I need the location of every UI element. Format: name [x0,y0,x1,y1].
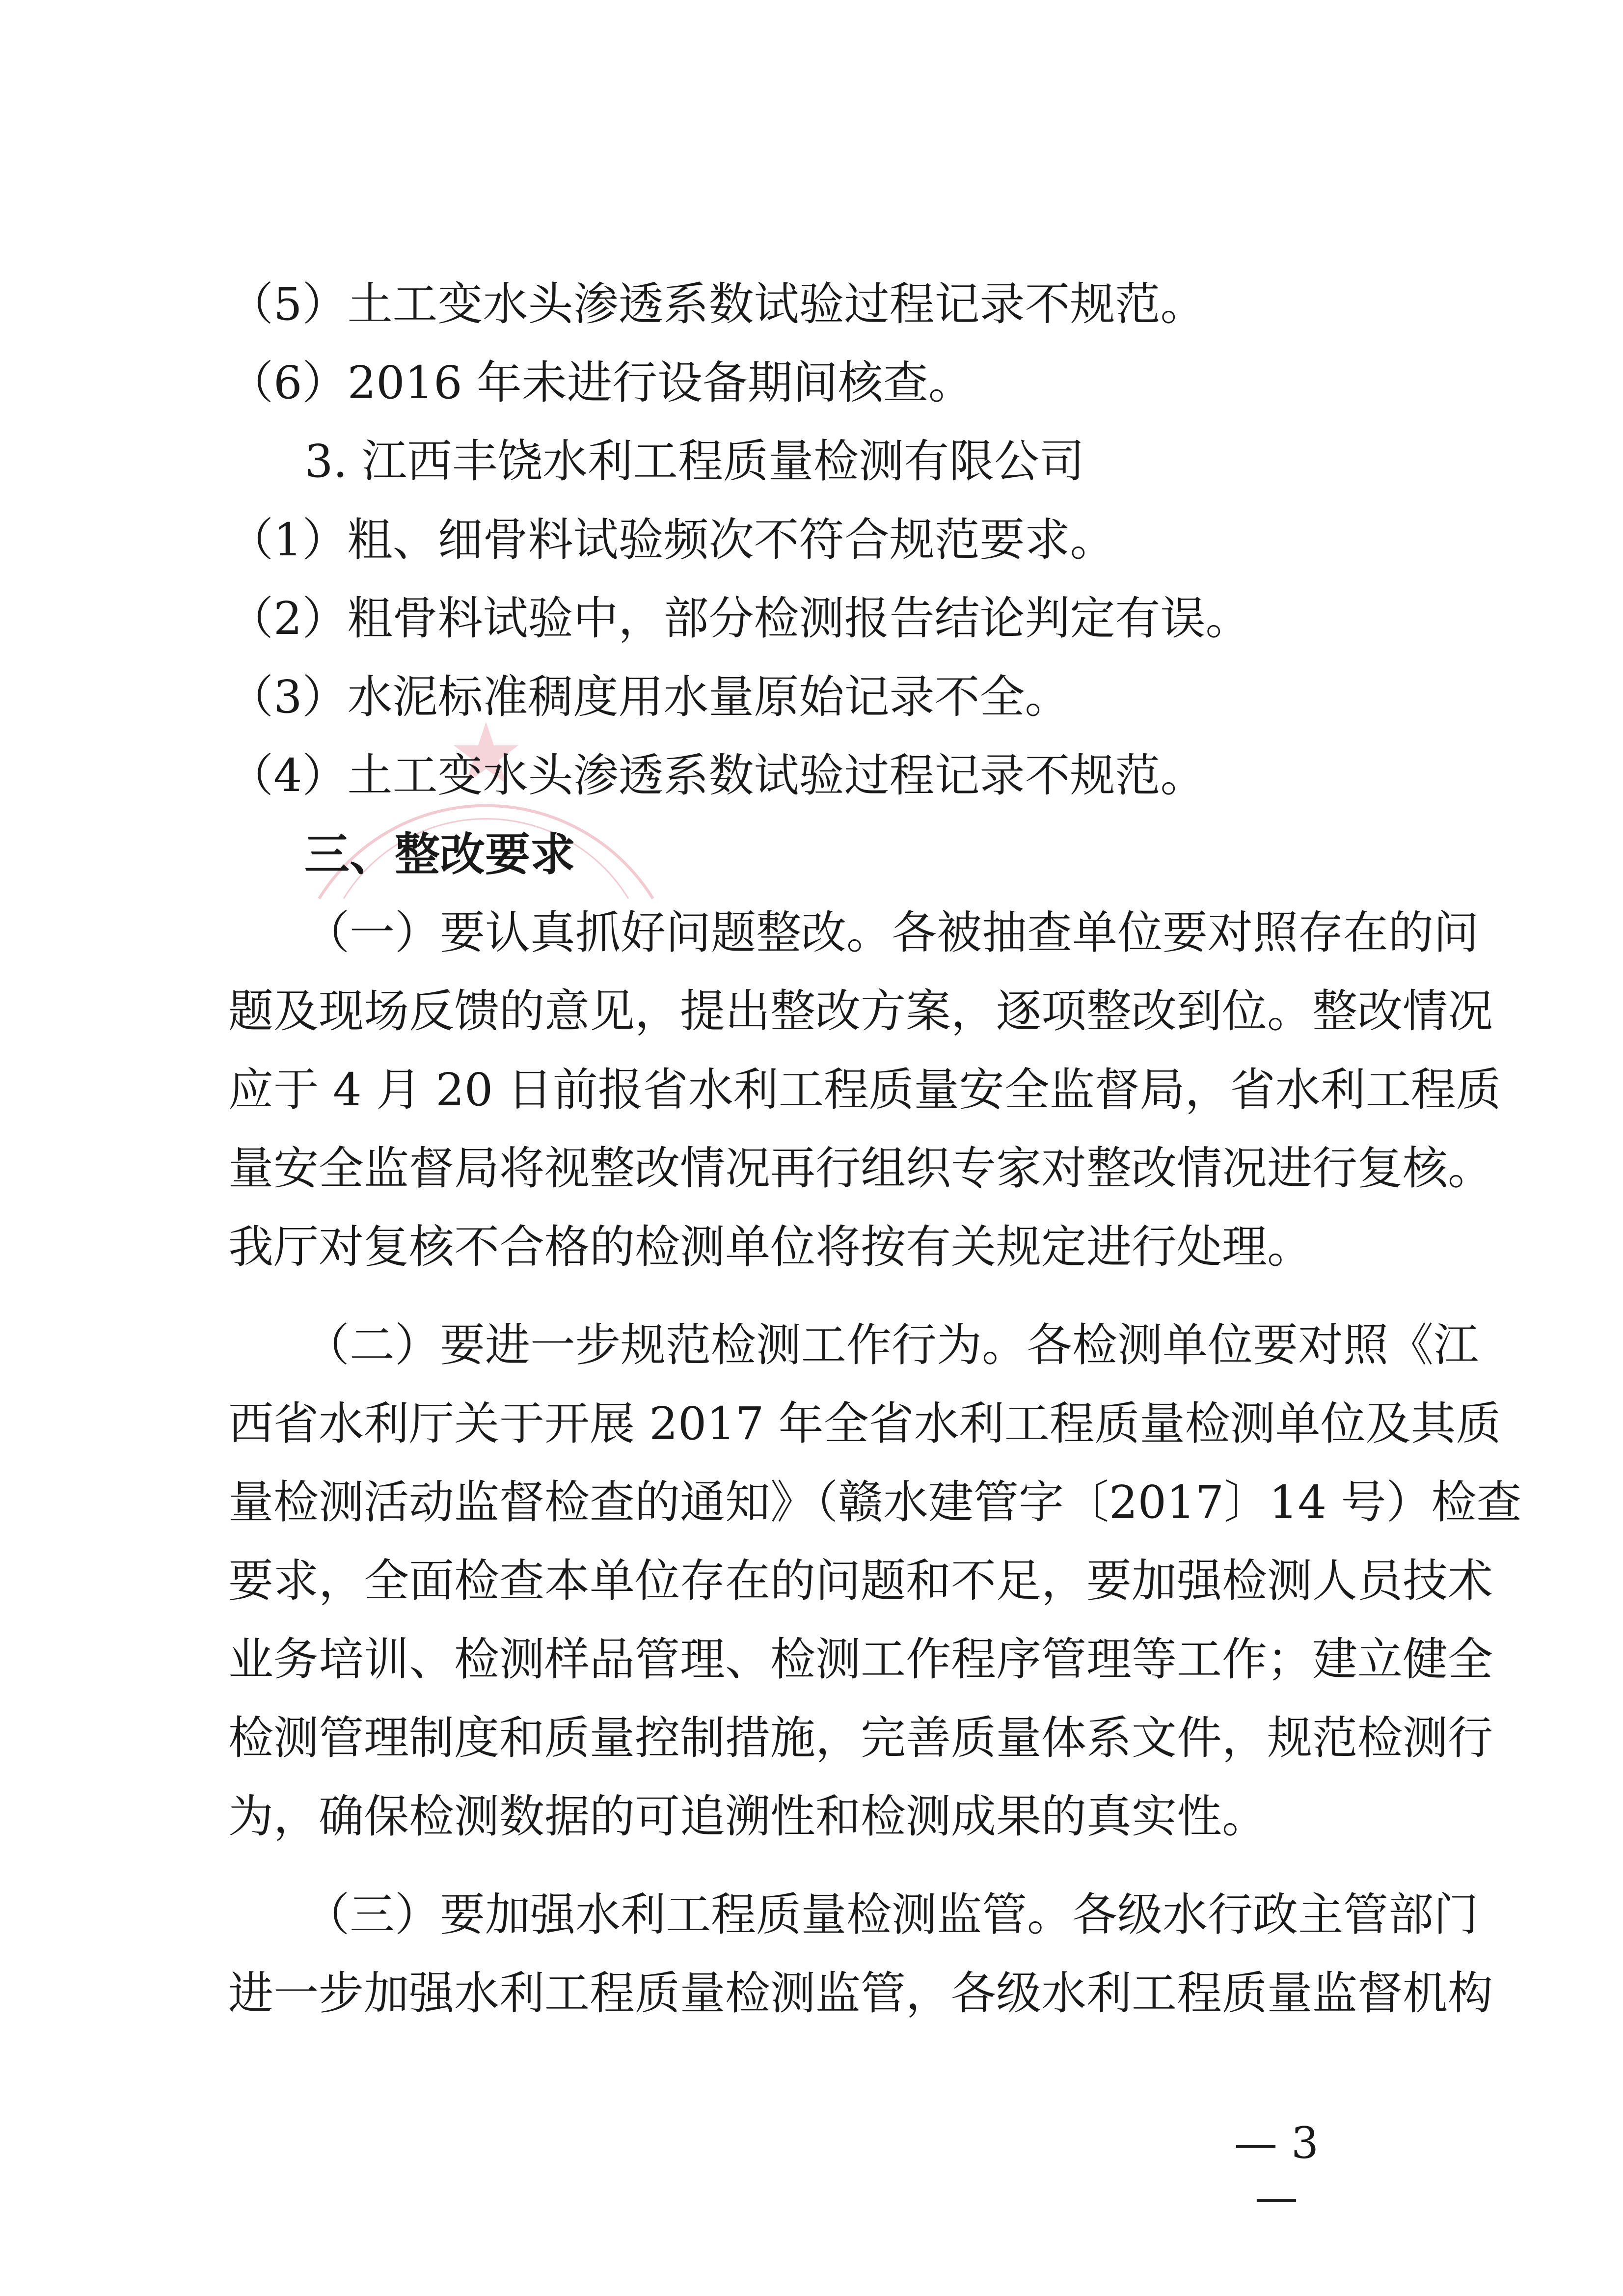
page-number: — 3 — [1234,2118,1319,2222]
list-item-6: （6）2016 年未进行设备期间核查。 [228,356,974,409]
list-item-4: （4）土工变水头渗透系数试验过程记录不规范。 [228,749,1206,802]
paragraph-2-line-1: （二）要进一步规范检测工作行为。各检测单位要对照《江 [304,1319,1479,1371]
paragraph-3-line-1: （三）要加强水利工程质量检测监管。各级水行政主管部门 [304,1888,1479,1941]
list-item-5: （5）土工变水头渗透系数试验过程记录不规范。 [228,278,1206,330]
paragraph-3-line-2: 进一步加强水利工程质量检测监管，各级水利工程质量监督机构 [228,1967,1493,2020]
paragraph-2-line-4: 要求，全面检查本单位存在的问题和不足，要加强检测人员技术 [228,1555,1493,1607]
paragraph-1-line-2: 题及现场反馈的意见，提出整改方案，逐项整改到位。整改情况 [228,985,1493,1038]
section-heading-rectification: 三、整改要求 [304,828,576,881]
paragraph-2-line-5: 业务培训、检测样品管理、检测工作程序管理等工作；建立健全 [228,1633,1493,1686]
paragraph-2-line-3: 量检测活动监督检查的通知》（赣水建管字〔2017〕14 号）检查 [228,1476,1522,1529]
paragraph-2-line-7: 为，确保检测数据的可追溯性和检测成果的真实性。 [228,1790,1268,1843]
paragraph-1-line-3: 应于 4 月 20 日前报省水利工程质量安全监督局，省水利工程质 [228,1064,1501,1116]
list-item-1: （1）粗、细骨料试验频次不符合规范要求。 [228,514,1115,566]
section-heading-3: 3. 江西丰饶水利工程质量检测有限公司 [304,435,1085,488]
list-item-2: （2）粗骨料试验中，部分检测报告结论判定有误。 [228,592,1251,645]
paragraph-2-line-6: 检测管理制度和质量控制措施，完善质量体系文件，规范检测行 [228,1712,1493,1764]
paragraph-1-line-1: （一）要认真抓好问题整改。各被抽查单位要对照存在的问 [304,906,1479,959]
paragraph-1-line-4: 量安全监督局将视整改情况再行组织专家对整改情况进行复核。 [228,1142,1493,1195]
paragraph-2-line-2: 西省水利厅关于开展 2017 年全省水利工程质量检测单位及其质 [228,1397,1501,1450]
list-item-3: （3）水泥标准稠度用水量原始记录不全。 [228,671,1070,723]
paragraph-1-line-5: 我厅对复核不合格的检测单位将按有关规定进行处理。 [228,1221,1313,1273]
